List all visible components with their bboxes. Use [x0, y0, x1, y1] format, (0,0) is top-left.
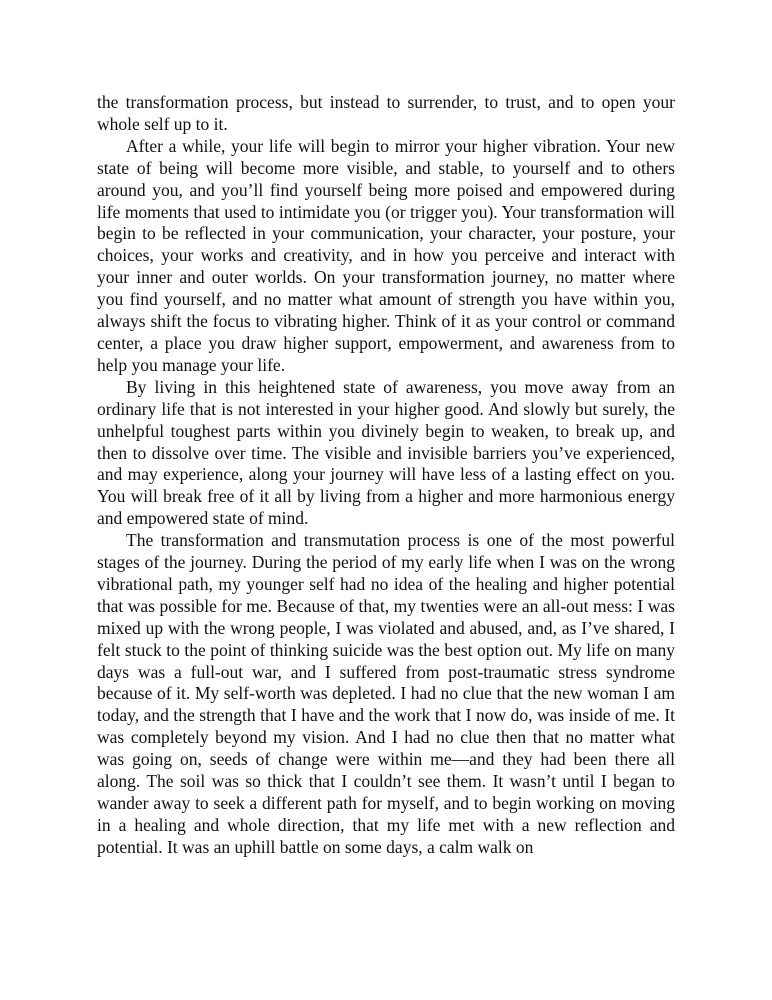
paragraph-higher-vibration: After a while, your life will begin to mirror your higher vibration. Your new state of being will become more visible, and stable, to yourself and to others around you, and you’ll find yourself being more poised and empowered during life moments that used to intimidate you (or trigger you). Your transformation will begin to be reflected in your communication, your character, your posture, your choices, your works and creativity, and in how you perceive and interact with your inner and outer worlds. On your transformation journey, no matter where you find yourself, and no matter what amount of strength you have within you, always shift the focus to vibrating higher. Think of it as your control or command center, a place you draw higher support, empowerment, and awareness from to help you manage your life.	[97, 135, 675, 375]
paragraph-transformation-process: The transformation and transmutation process is one of the most powerful stages of the journey. During the period of my early life when I was on the wrong vibrational path, my younger self had no idea of the healing and higher potential that was possible for me. Because of that, my twenties were an all-out mess: I was mixed up with the wrong people, I was violated and abused, and, as I’ve shared, I felt stuck to the point of thinking suicide was the best option out. My life on many days was a full-out war, and I suffered from post-traumatic stress syndrome because of it. My self-worth was depleted. I had no clue that the new woman I am today, and the strength that I have and the work that I now do, was inside of me. It was completely beyond my vision. And I had no clue then that no matter what was going on, seeds of change were within me—and they had been there all along. The soil was so thick that I couldn’t see them. It wasn’t until I began to wander away to seek a different path for myself, and to begin working on moving in a healing and whole direction, that my life met with a new reflection and potential. It was an uphill battle on some days, a calm walk on	[97, 530, 675, 857]
paragraph-heightened-awareness: By living in this heightened state of awareness, you move away from an ordinary life that is not interested in your higher good. And slowly but surely, the unhelpful toughest parts within you divinely begin to weaken, to break up, and then to dissolve over time. The visible and invisible barriers you’ve experienced, and may experience, along your journey will have less of a lasting effect on you. You will break free of it all by living from a higher and more harmonious energy and empowered state of mind.	[97, 376, 675, 529]
page-body	[97, 92, 675, 859]
paragraph-continued: the transformation process, but instead to surrender, to trust, and to open your whole self up to it.	[97, 92, 675, 134]
